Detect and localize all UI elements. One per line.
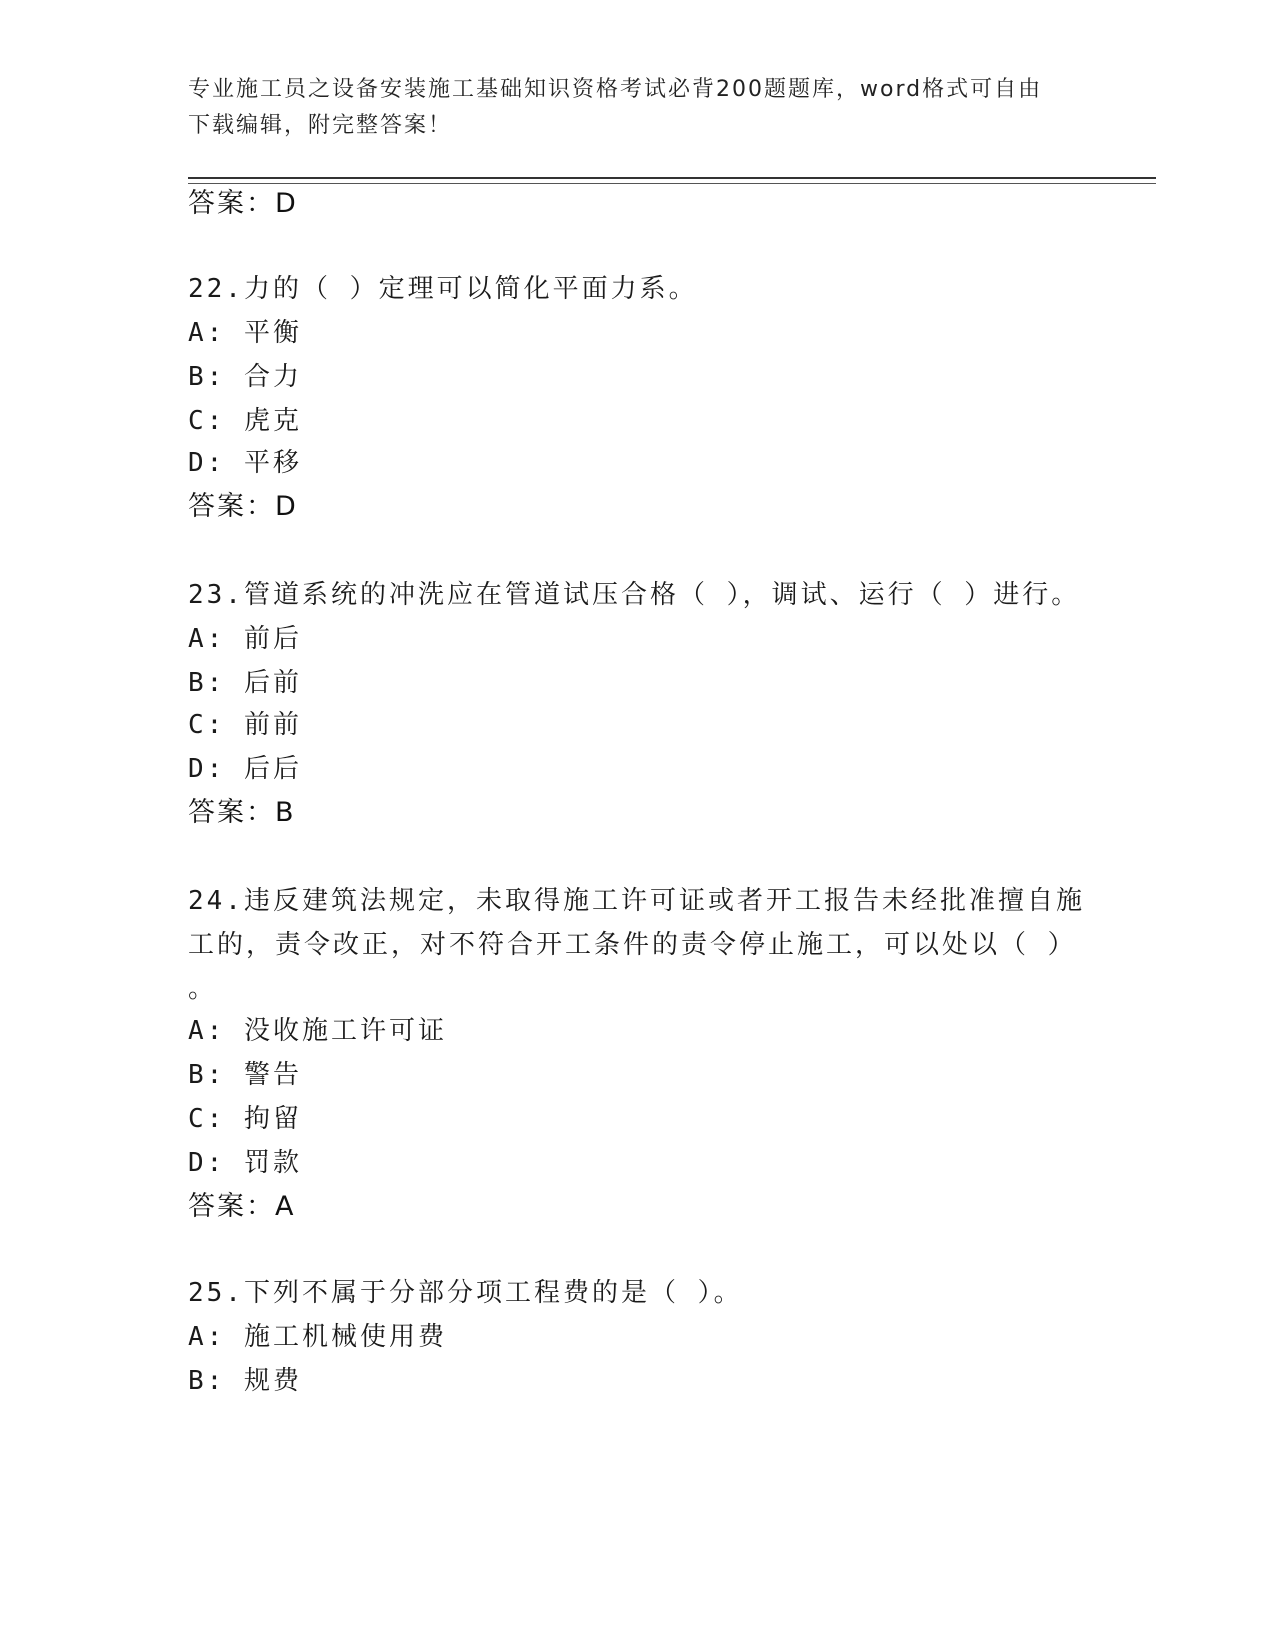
question-23-answer: 答案：B [188, 797, 296, 828]
question-22-answer: 答案：D [188, 491, 298, 522]
question-23-option-d: D: 后后 [188, 754, 302, 784]
question-23-stem: 23.管道系统的冲洗应在管道试压合格（ ），调试、运行（ ）进行。 [188, 580, 1081, 610]
header-divider-thin [188, 183, 1156, 184]
question-24-option-d: D: 罚款 [188, 1148, 302, 1178]
question-23-option-c: C: 前前 [188, 710, 302, 740]
question-25-stem: 25.下列不属于分部分项工程费的是（ ）。 [188, 1278, 743, 1308]
question-22-option-a: A: 平衡 [188, 318, 302, 348]
question-24-stem-line-2: 工的，责令改正，对不符合开工条件的责令停止施工，可以处以（ ） [188, 930, 1077, 960]
previous-answer: 答案：D [188, 188, 298, 219]
question-23-option-b: B: 后前 [188, 668, 302, 698]
question-24-stem-line-3: 。 [188, 974, 218, 1004]
question-24-answer: 答案：A [188, 1191, 296, 1222]
question-24-stem-line-1: 24.违反建筑法规定，未取得施工许可证或者开工报告未经批准擅自施 [188, 886, 1085, 916]
header-divider-thick [188, 177, 1156, 179]
question-24-option-b: B: 警告 [188, 1060, 302, 1090]
question-22-option-c: C: 虎克 [188, 406, 302, 436]
question-22-option-d: D: 平移 [188, 448, 302, 478]
question-25-option-b: B: 规费 [188, 1366, 302, 1396]
question-25-option-a: A: 施工机械使用费 [188, 1322, 447, 1352]
question-24-option-a: A: 没收施工许可证 [188, 1016, 447, 1046]
question-24-option-c: C: 拘留 [188, 1104, 302, 1134]
header-line-2: 下载编辑，附完整答案！ [188, 113, 453, 138]
question-23-option-a: A: 前后 [188, 624, 302, 654]
header-line-1: 专业施工员之设备安装施工基础知识资格考试必背200题题库，word格式可自由 [188, 77, 1043, 102]
question-22-option-b: B: 合力 [188, 362, 302, 392]
question-22-stem: 22.力的（ ）定理可以简化平面力系。 [188, 274, 698, 304]
document-header [188, 72, 1068, 144]
